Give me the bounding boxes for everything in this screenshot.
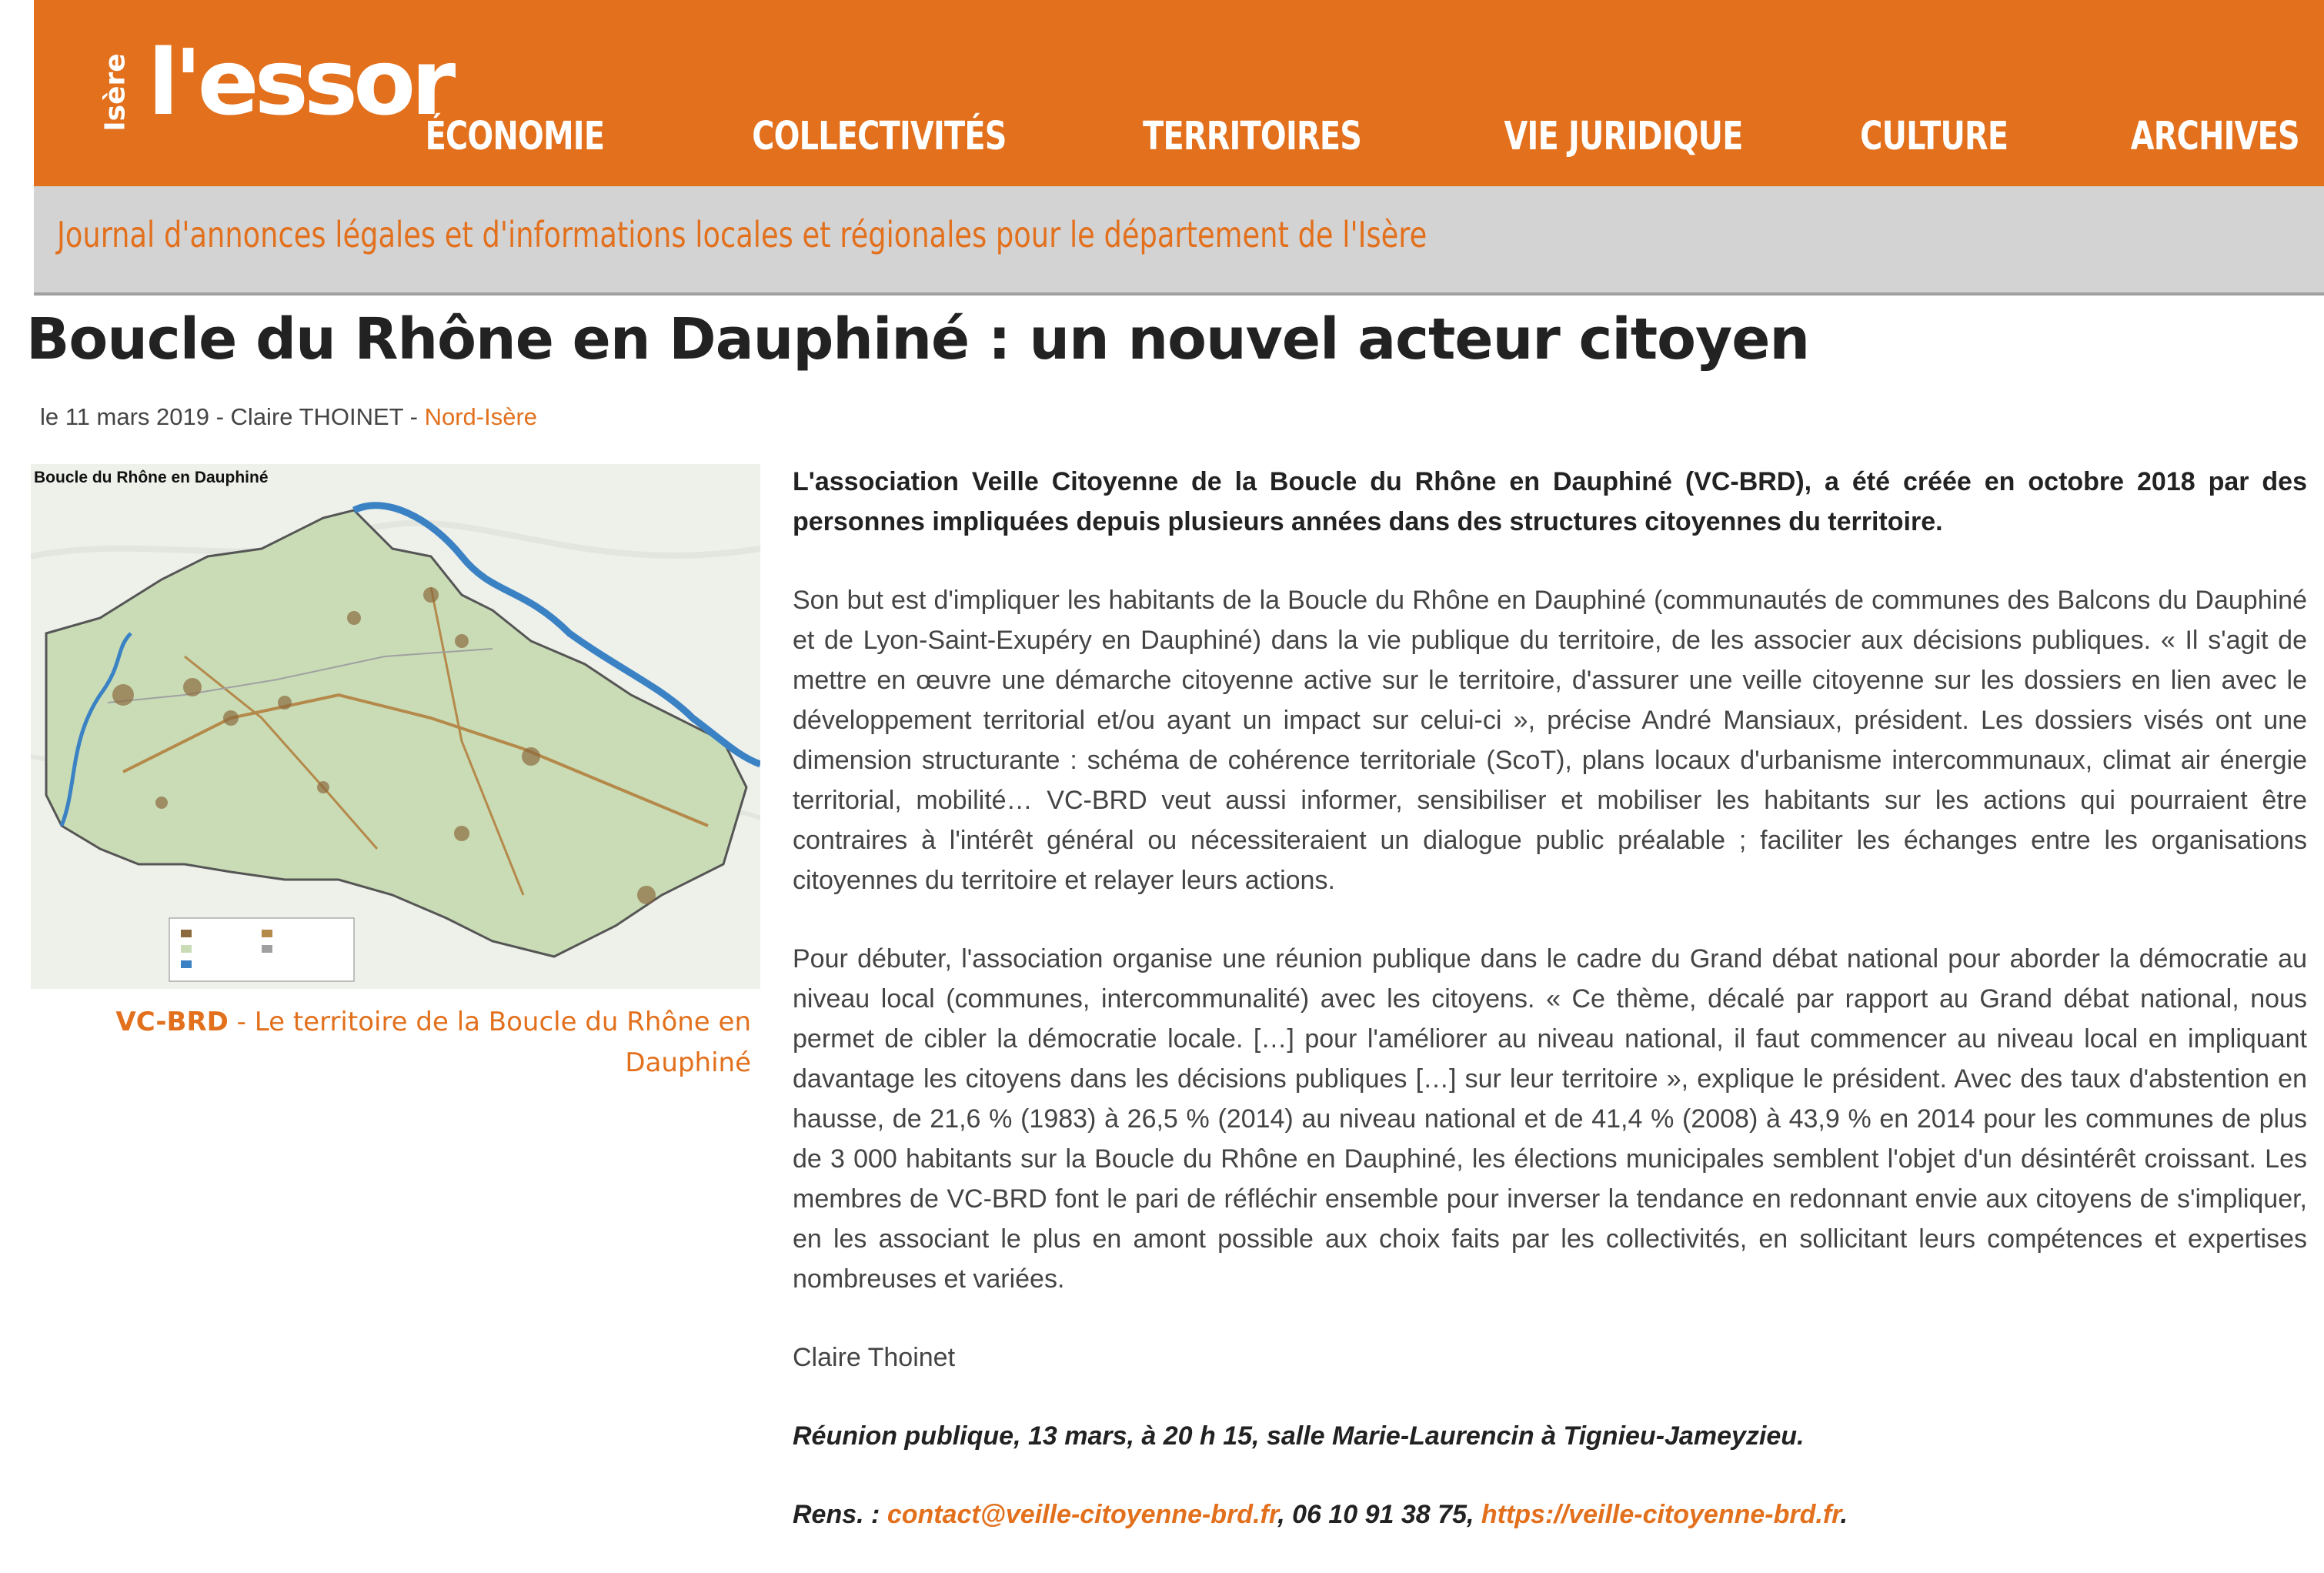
logo-isere-label: Isère [99, 53, 132, 132]
nav-territoires[interactable]: TERRITOIRES [1143, 114, 1362, 159]
map-title: Boucle du Rhône en Dauphiné [34, 469, 269, 486]
nav-collectivites[interactable]: COLLECTIVITÉS [751, 114, 1007, 159]
nav-culture[interactable]: CULTURE [1860, 114, 2008, 159]
contact-info [793, 1495, 2307, 1535]
article-title: Boucle du Rhône en Dauphiné : un nouvel acteur citoyen [26, 306, 1810, 372]
category-link[interactable]: Nord-Isère [424, 403, 538, 430]
article-byline [40, 403, 537, 431]
caption-source: VC-BRD [115, 1007, 229, 1037]
image-caption [31, 1002, 751, 1084]
article-paragraph-2: Pour débuter, l'association organise une réunion publique dans le cadre du Grand débat national pour aborder la démocratie au niveau local (communes, intercommunalité) avec les citoyens. « Ce thème, décalé par rapport au Grand débat national, nous permet de cibler la démocratie locale. […] pour l'améliorer au niveau national, il faut commencer au niveau local en impliquant davantage les citoyens dans les décisions publiques […] sur leur territoire », explique le président. Avec des taux d'abstention en hausse, de 21,6 % (1983) à 26,5 % (2014) au niveau national et de 41,4 % (2008) à 43,9 % en 2014 pour les communes de plus de 3 000 habitants sur la Boucle du Rhône en Dauphiné, les élections municipales semblent l'objet d'un désintérêt croissant. Les membres de VC-BRD font le pari de réfléchir ensemble pour inverser la tendance en redonnant envie aux citoyens de s'impliquer, en les associant le plus en amont possible aux choix faits par les collectivités, en sollicitant leurs compétences et expertises nombreuses et variées. [793, 944, 2307, 1294]
contact-label: Rens. : [793, 1500, 887, 1529]
caption-text: - Le territoire de la Boucle du Rhône en Dauphiné [228, 1007, 751, 1078]
tagline-bar [34, 186, 2324, 296]
site-header [34, 0, 2324, 186]
article-paragraph-1: Son but est d'impliquer les habitants de la Boucle du Rhône en Dauphiné (communautés de communes des Balcons du Dauphiné et de Lyon-Saint-Exupéry en Dauphiné) dans la vie publique du territoire, de les associer aux décisions publiques. « Il s'agit de mettre en œuvre une démarche citoyenne active sur le territoire, d'assurer une veille citoyenne sur les dossiers en lien avec le développement territorial et/ou ayant un impact sur celui-ci », précise André Mansiaux, président. Les dossiers visés ont une dimension structurante : schéma de cohérence territoriale (ScoT), plans locaux d'urbanisme intercommunaux, climat air énergie territorial, mobilité… VC-BRD veut aussi informer, sensibiliser et mobiliser les habitants sur les actions qui pourraient être contraires à l'intérêt général ou nécessiteraient un dialogue public préalable ; faciliter les échanges entre les organisations citoyennes du territoire et relayer leurs actions. [793, 586, 2307, 895]
byline-date-author: le 11 mars 2019 - Claire THOINET - [40, 403, 425, 430]
meeting-info: Réunion publique, 13 mars, à 20 h 15, salle Marie-Laurencin à Tignieu-Jameyzieu. [793, 1421, 1805, 1451]
website-link[interactable]: https://veille-citoyenne-brd.fr [1481, 1500, 1841, 1529]
site-tagline: Journal d'annonces légales et d'informations locales et régionales pour le département de l'Isère [57, 214, 1427, 255]
nav-archives[interactable]: ARCHIVES [2130, 114, 2299, 159]
article-lead: L'association Veille Citoyenne de la Boucle du Rhône en Dauphiné (VC-BRD), a été créée en octobre 2018 par des personnes impliquées depuis plusieurs années dans des structures citoyennes du territoire. [793, 467, 2307, 536]
article-body [793, 462, 2307, 1573]
territory-map [31, 464, 760, 989]
email-link[interactable]: contact@veille-citoyenne-brd.fr [887, 1500, 1278, 1529]
territory-map-image[interactable] [31, 464, 760, 989]
nav-vie-juridique[interactable]: VIE JURIDIQUE [1504, 114, 1743, 159]
article-signature: Claire Thoinet [793, 1343, 956, 1372]
site-logo[interactable]: l'essor [148, 29, 452, 135]
main-nav [375, 114, 2299, 159]
contact-end: . [1840, 1500, 1848, 1529]
nav-economie[interactable]: ÉCONOMIE [425, 114, 605, 159]
phone-number: , 06 10 91 38 75, [1277, 1500, 1481, 1529]
